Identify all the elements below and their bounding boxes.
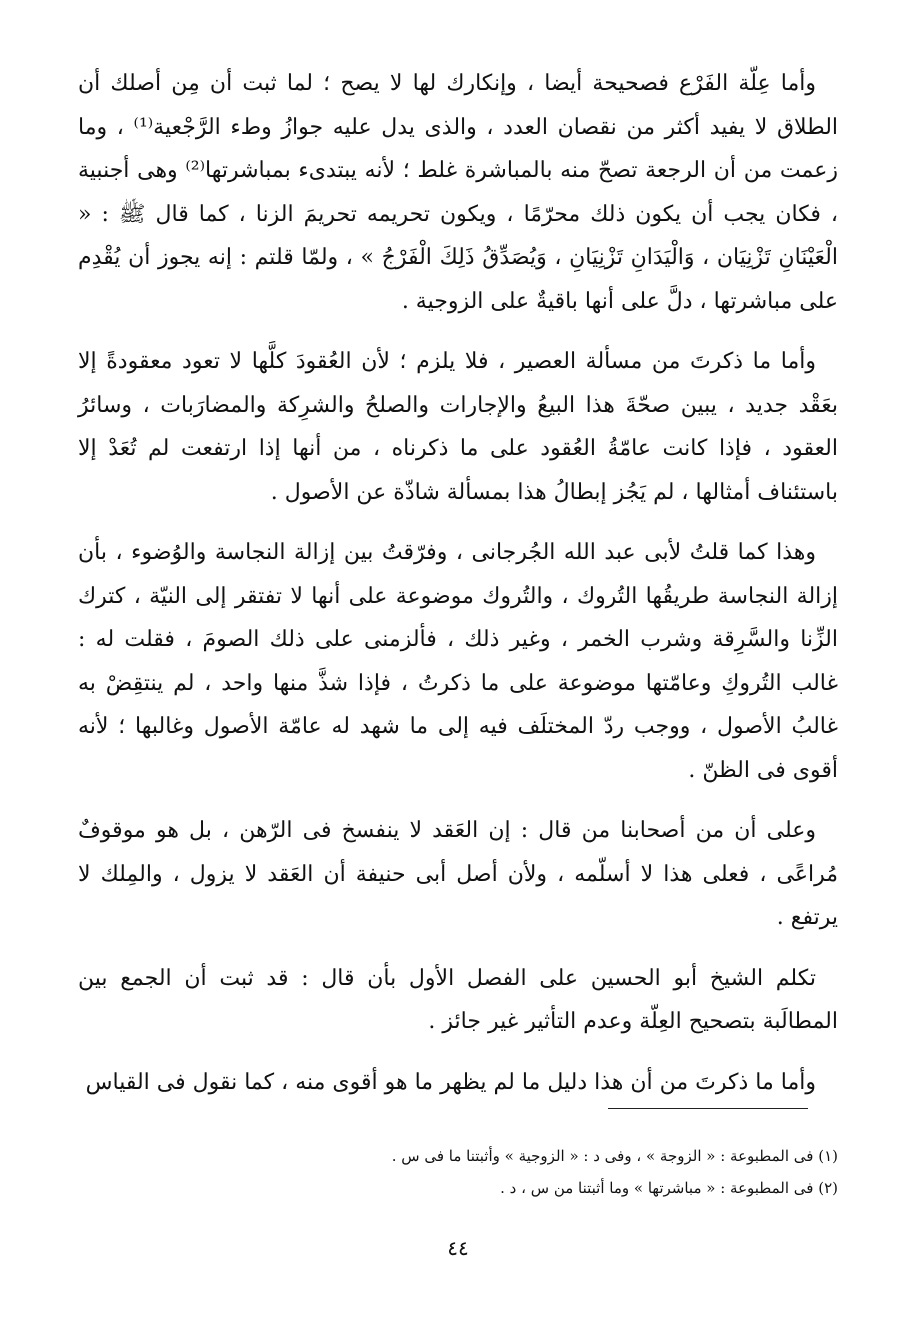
- paragraph: وأما عِلّة الفَرْع فصحيحة أيضا ، وإنكارك لها لا يصح ؛ لما ثبت أن مِن أصلك أن الطلاق لا يفيد أكثر من نقصان العدد ، والذى يدل عليه جوازُ وطء الرَّجْعية⁽¹⁾ ، وما زعمت من أن الرجعة تصحّ منه بالمباشرة غلط ؛ لأنه يبتدىء بمباشرتها⁽²⁾ وهى أجنبية ، فكان يجب أن يكون ذلك محرّمًا ، ويكون تحريمه تحريمَ الزنا ، كما قال ﷺ : « الْعَيْنَانِ تَزْنِيَان ، وَالْيَدَانِ تَزْنِيَانِ ، وَيُصَدِّقُ ذَلِكَ الْفَرْجُ » ، ولمّا قلتم : إنه يجوز أن يُقْدِم على مباشرتها ، دلَّ على أنها باقيةٌ على الزوجية .: [78, 71, 839, 314]
- footnotes: [78, 1140, 838, 1204]
- main-text: [78, 62, 838, 1121]
- footnote: (٢) فى المطبوعة : « مباشرتها » وما أثبتنا من س ، د .: [500, 1179, 838, 1197]
- paragraph: وهذا كما قلتُ لأبى عبد الله الجُرجانى ، وفرّقتُ بين إزالة النجاسة والوُضوء ، بأن إزالة النجاسة طريقُها التُروك ، والتُروك موضوعة على أنها لا تفتقر إلى النيّة ، كترك الزِّنا والسَّرِقة وشرب الخمر ، وغير ذلك ، فألزمنى على ذلك الصومَ ، فقلت له : غالب التُروكِ وعامّتها موضوعة على ما ذكرتُ ، فإذا شذَّ منها واحد ، لم ينتقِضْ به غالبُ الأصول ، ووجب ردّ المختلَف فيه إلى ما شهد له عامّة الأصول وغالبها ؛ لأنه أقوى فى الظنّ .: [78, 540, 838, 783]
- paragraph: وأما ما ذكرتَ من أن هذا دليل ما لم يظهر ما هو أقوى منه ، كما نقول فى القياس: [85, 1069, 816, 1095]
- page-number: ٤٤: [447, 1236, 469, 1260]
- footnote: (١) فى المطبوعة : « الزوجة » ، وفى د : « الزوجية » وأثبتنا ما فى س .: [391, 1147, 838, 1165]
- paragraph: وأما ما ذكرتَ من مسألة العصير ، فلا يلزم ؛ لأن العُقودَ كلَّها لا تعود معقودةً إلا بعَقْد جديد ، يبين صحّةَ هذا البيعُ والإجارات والصلحُ والشرِكة والمضارَبات ، وسائرُ العقود ، فإذا كانت عامّةُ العُقود على ما ذكرناه ، من أنها إذا ارتفعت لم تُعَدْ إلا باستئناف أمثالها ، لم يَجُز إبطالُ هذا بمسألة شاذّة عن الأصول .: [78, 349, 838, 505]
- footnote-divider: [608, 1108, 808, 1109]
- paragraph: تكلم الشيخ أبو الحسين على الفصل الأول بأن قال : قد ثبت أن الجمع بين المطالَبة بتصحيح العِلّة وعدم التأثير غير جائز .: [78, 965, 838, 1034]
- paragraph: وعلى أن من أصحابنا من قال : إن العَقد لا ينفسخ فى الرّهن ، بل هو موقوفٌ مُراعًى ، فعلى هذا لا أسلّمه ، ولأن أصل أبى حنيفة أن العَقد لا يزول ، والمِلك لا يرتفع .: [78, 818, 838, 930]
